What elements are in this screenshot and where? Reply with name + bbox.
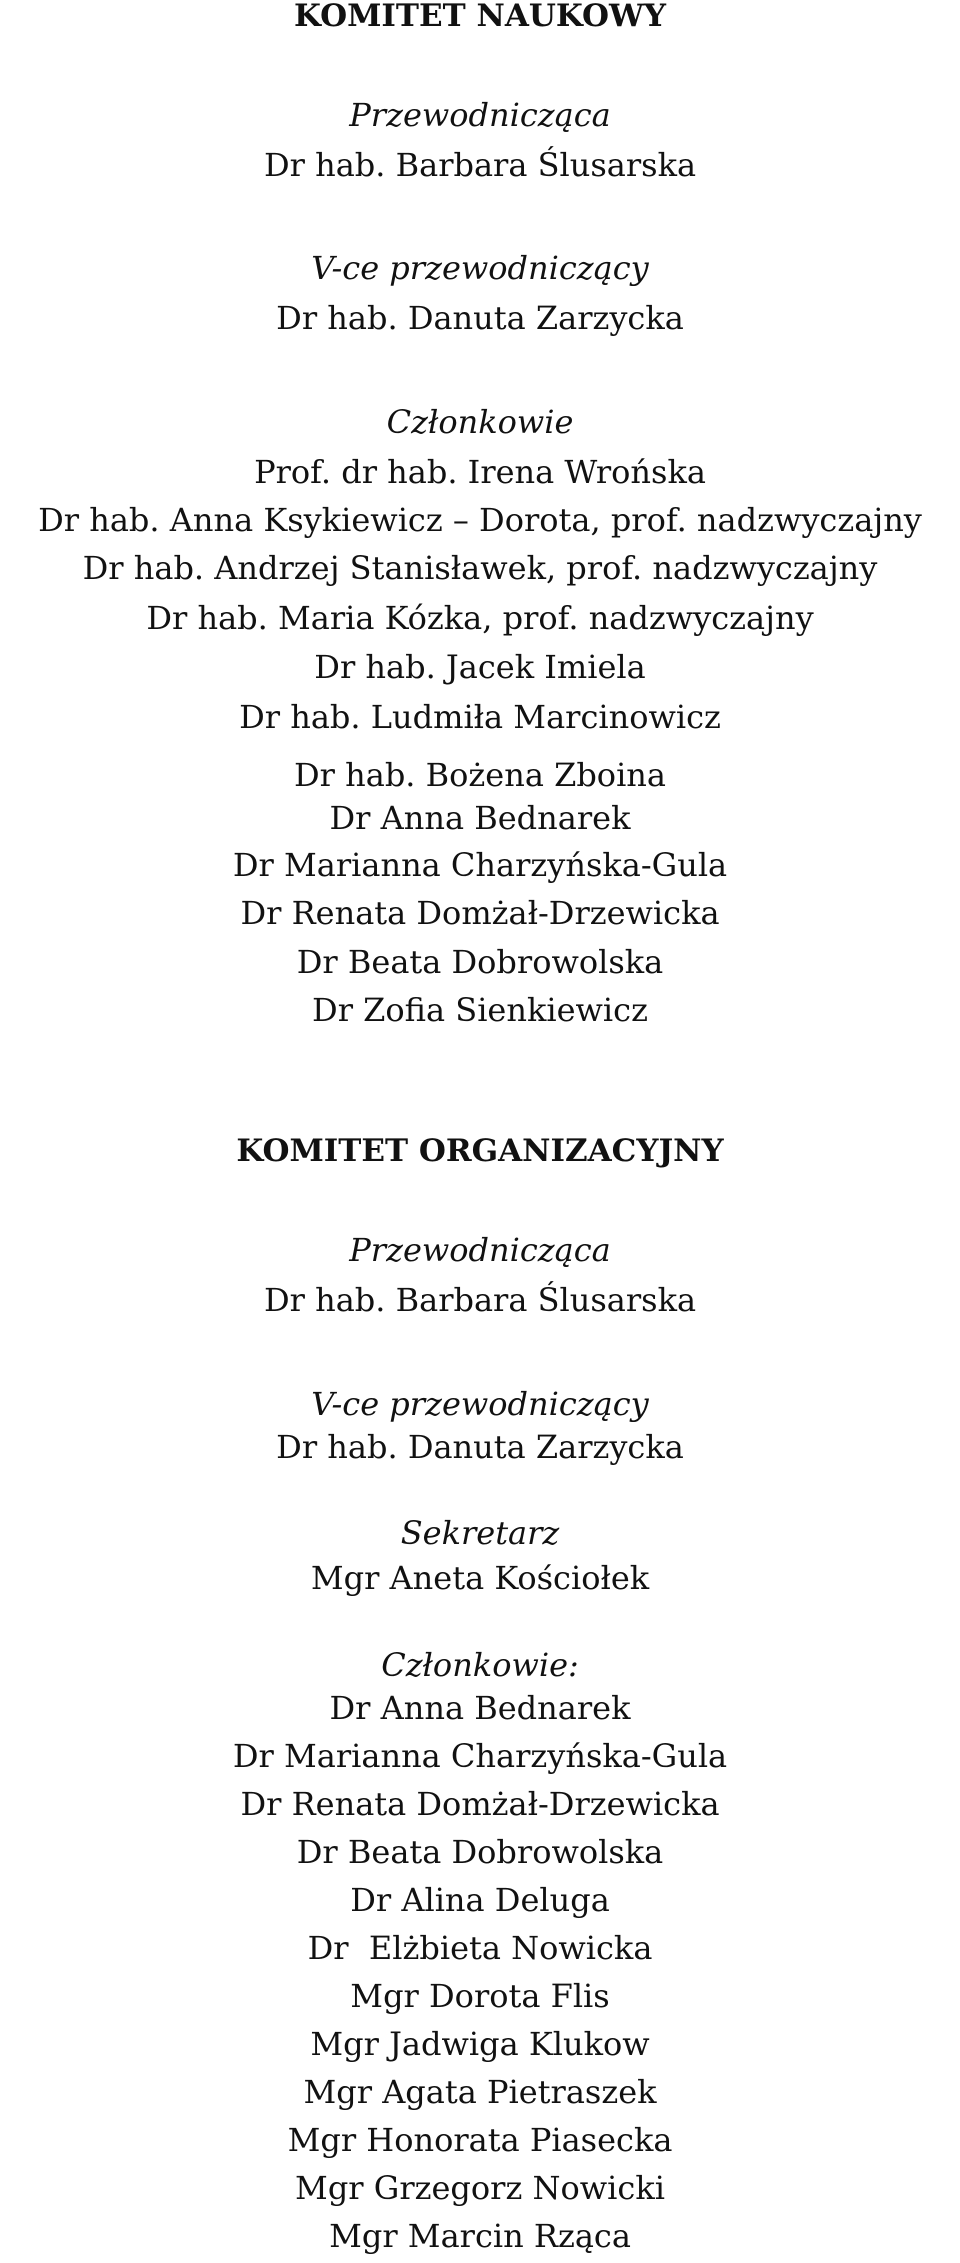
- organizing-member: Dr Marianna Charzyńska-Gula: [232, 1737, 728, 1775]
- scientific-member: Dr hab. Andrzej Stanisławek, prof. nadzwyczajny: [82, 549, 878, 587]
- organizing-members-role: Członkowie:: [381, 1646, 579, 1684]
- scientific-member: Dr Anna Bednarek: [329, 799, 631, 837]
- scientific-chair-name: Dr hab. Barbara Ślusarska: [263, 146, 697, 184]
- organizing-member: Dr Alina Deluga: [350, 1881, 610, 1919]
- organizing-vice-name: Dr hab. Danuta Zarzycka: [276, 1428, 684, 1466]
- organizing-member: Mgr Agata Pietraszek: [303, 2073, 657, 2111]
- organizing-member: Dr Anna Bednarek: [329, 1689, 631, 1727]
- scientific-members-role: Członkowie: [386, 403, 574, 441]
- organizing-member: Dr Elżbieta Nowicka: [307, 1929, 653, 1967]
- scientific-member: Dr Marianna Charzyńska-Gula: [232, 846, 728, 884]
- organizing-secretary-role: Sekretarz: [400, 1514, 560, 1552]
- organizing-member: Mgr Marcin Rząca: [329, 2217, 631, 2255]
- organizing-member: Dr Renata Domżał-Drzewicka: [240, 1785, 720, 1823]
- organizing-member: Mgr Dorota Flis: [350, 1977, 610, 2015]
- scientific-member: Dr hab. Bożena Zboina: [294, 756, 666, 794]
- scientific-chair-role: Przewodnicząca: [349, 96, 611, 134]
- organizing-chair-role: Przewodnicząca: [349, 1231, 611, 1269]
- scientific-member: Dr hab. Ludmiła Marcinowicz: [239, 698, 721, 736]
- organizing-member: Mgr Jadwiga Klukow: [310, 2025, 650, 2063]
- scientific-member: Prof. dr hab. Irena Wrońska: [254, 453, 706, 491]
- scientific-member: Dr hab. Anna Ksykiewicz – Dorota, prof. nadzwyczajny: [38, 501, 922, 539]
- scientific-member: Dr Renata Domżał-Drzewicka: [240, 894, 720, 932]
- organizing-secretary-name: Mgr Aneta Kościołek: [310, 1559, 650, 1597]
- scientific-member: Dr hab. Maria Kózka, prof. nadzwyczajny: [146, 599, 814, 637]
- organizing-member: Mgr Grzegorz Nowicki: [295, 2169, 665, 2207]
- scientific-member: Dr Zofia Sienkiewicz: [312, 991, 648, 1029]
- scientific-member: Dr Beata Dobrowolska: [296, 943, 664, 981]
- scientific-committee-heading: KOMITET NAUKOWY: [294, 0, 666, 34]
- scientific-vice-role: V-ce przewodniczący: [311, 249, 649, 287]
- organizing-member: Dr Beata Dobrowolska: [296, 1833, 664, 1871]
- organizing-member: Mgr Honorata Piasecka: [287, 2121, 673, 2159]
- organizing-chair-name: Dr hab. Barbara Ślusarska: [263, 1281, 697, 1319]
- organizing-committee-heading: KOMITET ORGANIZACYJNY: [236, 1133, 724, 1169]
- organizing-vice-role: V-ce przewodniczący: [311, 1385, 649, 1423]
- scientific-vice-name: Dr hab. Danuta Zarzycka: [276, 299, 684, 337]
- scientific-member: Dr hab. Jacek Imiela: [314, 648, 646, 686]
